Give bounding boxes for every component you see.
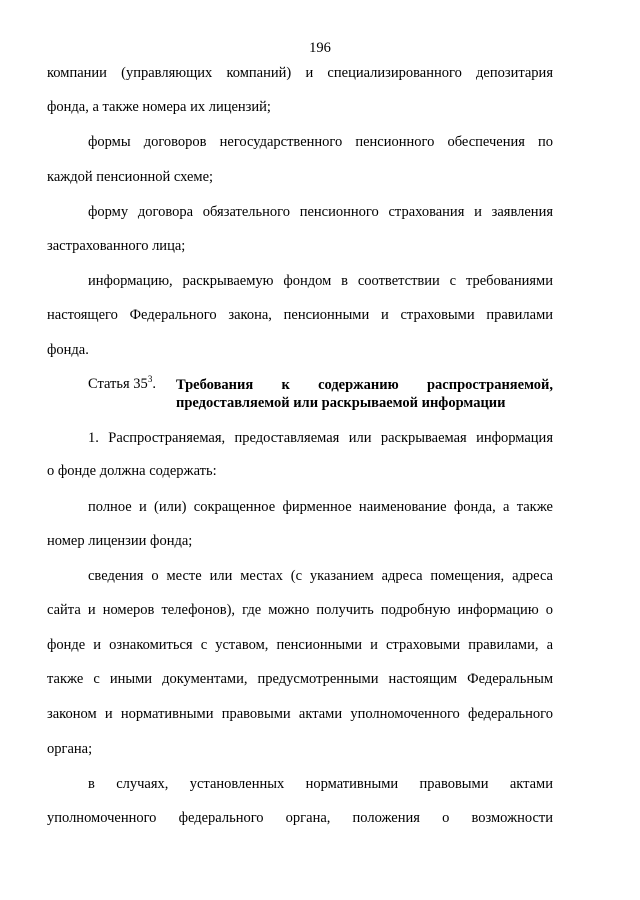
text-line: полное и (или) сокращенное фирменное наименование фонда, а также <box>88 499 553 515</box>
text-line: фонда, а также номера их лицензий; <box>47 99 271 115</box>
text-line: уполномоченного федерального органа, положения о возможности <box>47 810 553 826</box>
article-number <box>88 376 156 393</box>
text-line: законом и нормативными правовыми актами уполномоченного федерального <box>47 706 553 722</box>
article-title-line: предоставляемой или раскрываемой информации <box>176 395 506 411</box>
text-line: 1. Распространяемая, предоставляемая или раскрываемая информация <box>88 430 553 446</box>
text-line: номер лицензии фонда; <box>47 533 193 549</box>
text-line: настоящего Федерального закона, пенсионными и страховыми правилами <box>47 307 553 323</box>
article-label: Статья 35 <box>88 376 148 392</box>
text-line: органа; <box>47 741 93 757</box>
text-line: сайта и номеров телефонов), где можно получить подробную информацию о <box>47 602 553 618</box>
text-line: информацию, раскрываемую фондом в соответствии с требованиями <box>88 273 553 289</box>
article-title-line: Требования к содержанию распространяемой, <box>176 377 553 393</box>
text-line: компании (управляющих компаний) и специализированного депозитария <box>47 65 553 81</box>
article-suffix: . <box>152 376 156 392</box>
text-line: фонда. <box>47 342 89 358</box>
article-title <box>176 376 553 412</box>
text-line: также с иными документами, предусмотренными настоящим Федеральным <box>47 671 553 687</box>
text-line: о фонде должна содержать: <box>47 463 217 479</box>
text-line: формы договоров негосударственного пенсионного обеспечения по <box>88 134 553 150</box>
text-line: в случаях, установленных нормативными правовыми актами <box>88 776 553 792</box>
text-line: форму договора обязательного пенсионного страхования и заявления <box>88 204 553 220</box>
text-line: фонде и ознакомиться с уставом, пенсионными и страховыми правилами, а <box>47 637 553 653</box>
article-superscript: 3 <box>147 374 153 384</box>
text-line: каждой пенсионной схеме; <box>47 169 214 185</box>
text-line: сведения о месте или местах (с указанием адреса помещения, адреса <box>88 568 553 584</box>
text-line: застрахованного лица; <box>47 238 186 254</box>
page-number: 196 <box>309 40 331 56</box>
